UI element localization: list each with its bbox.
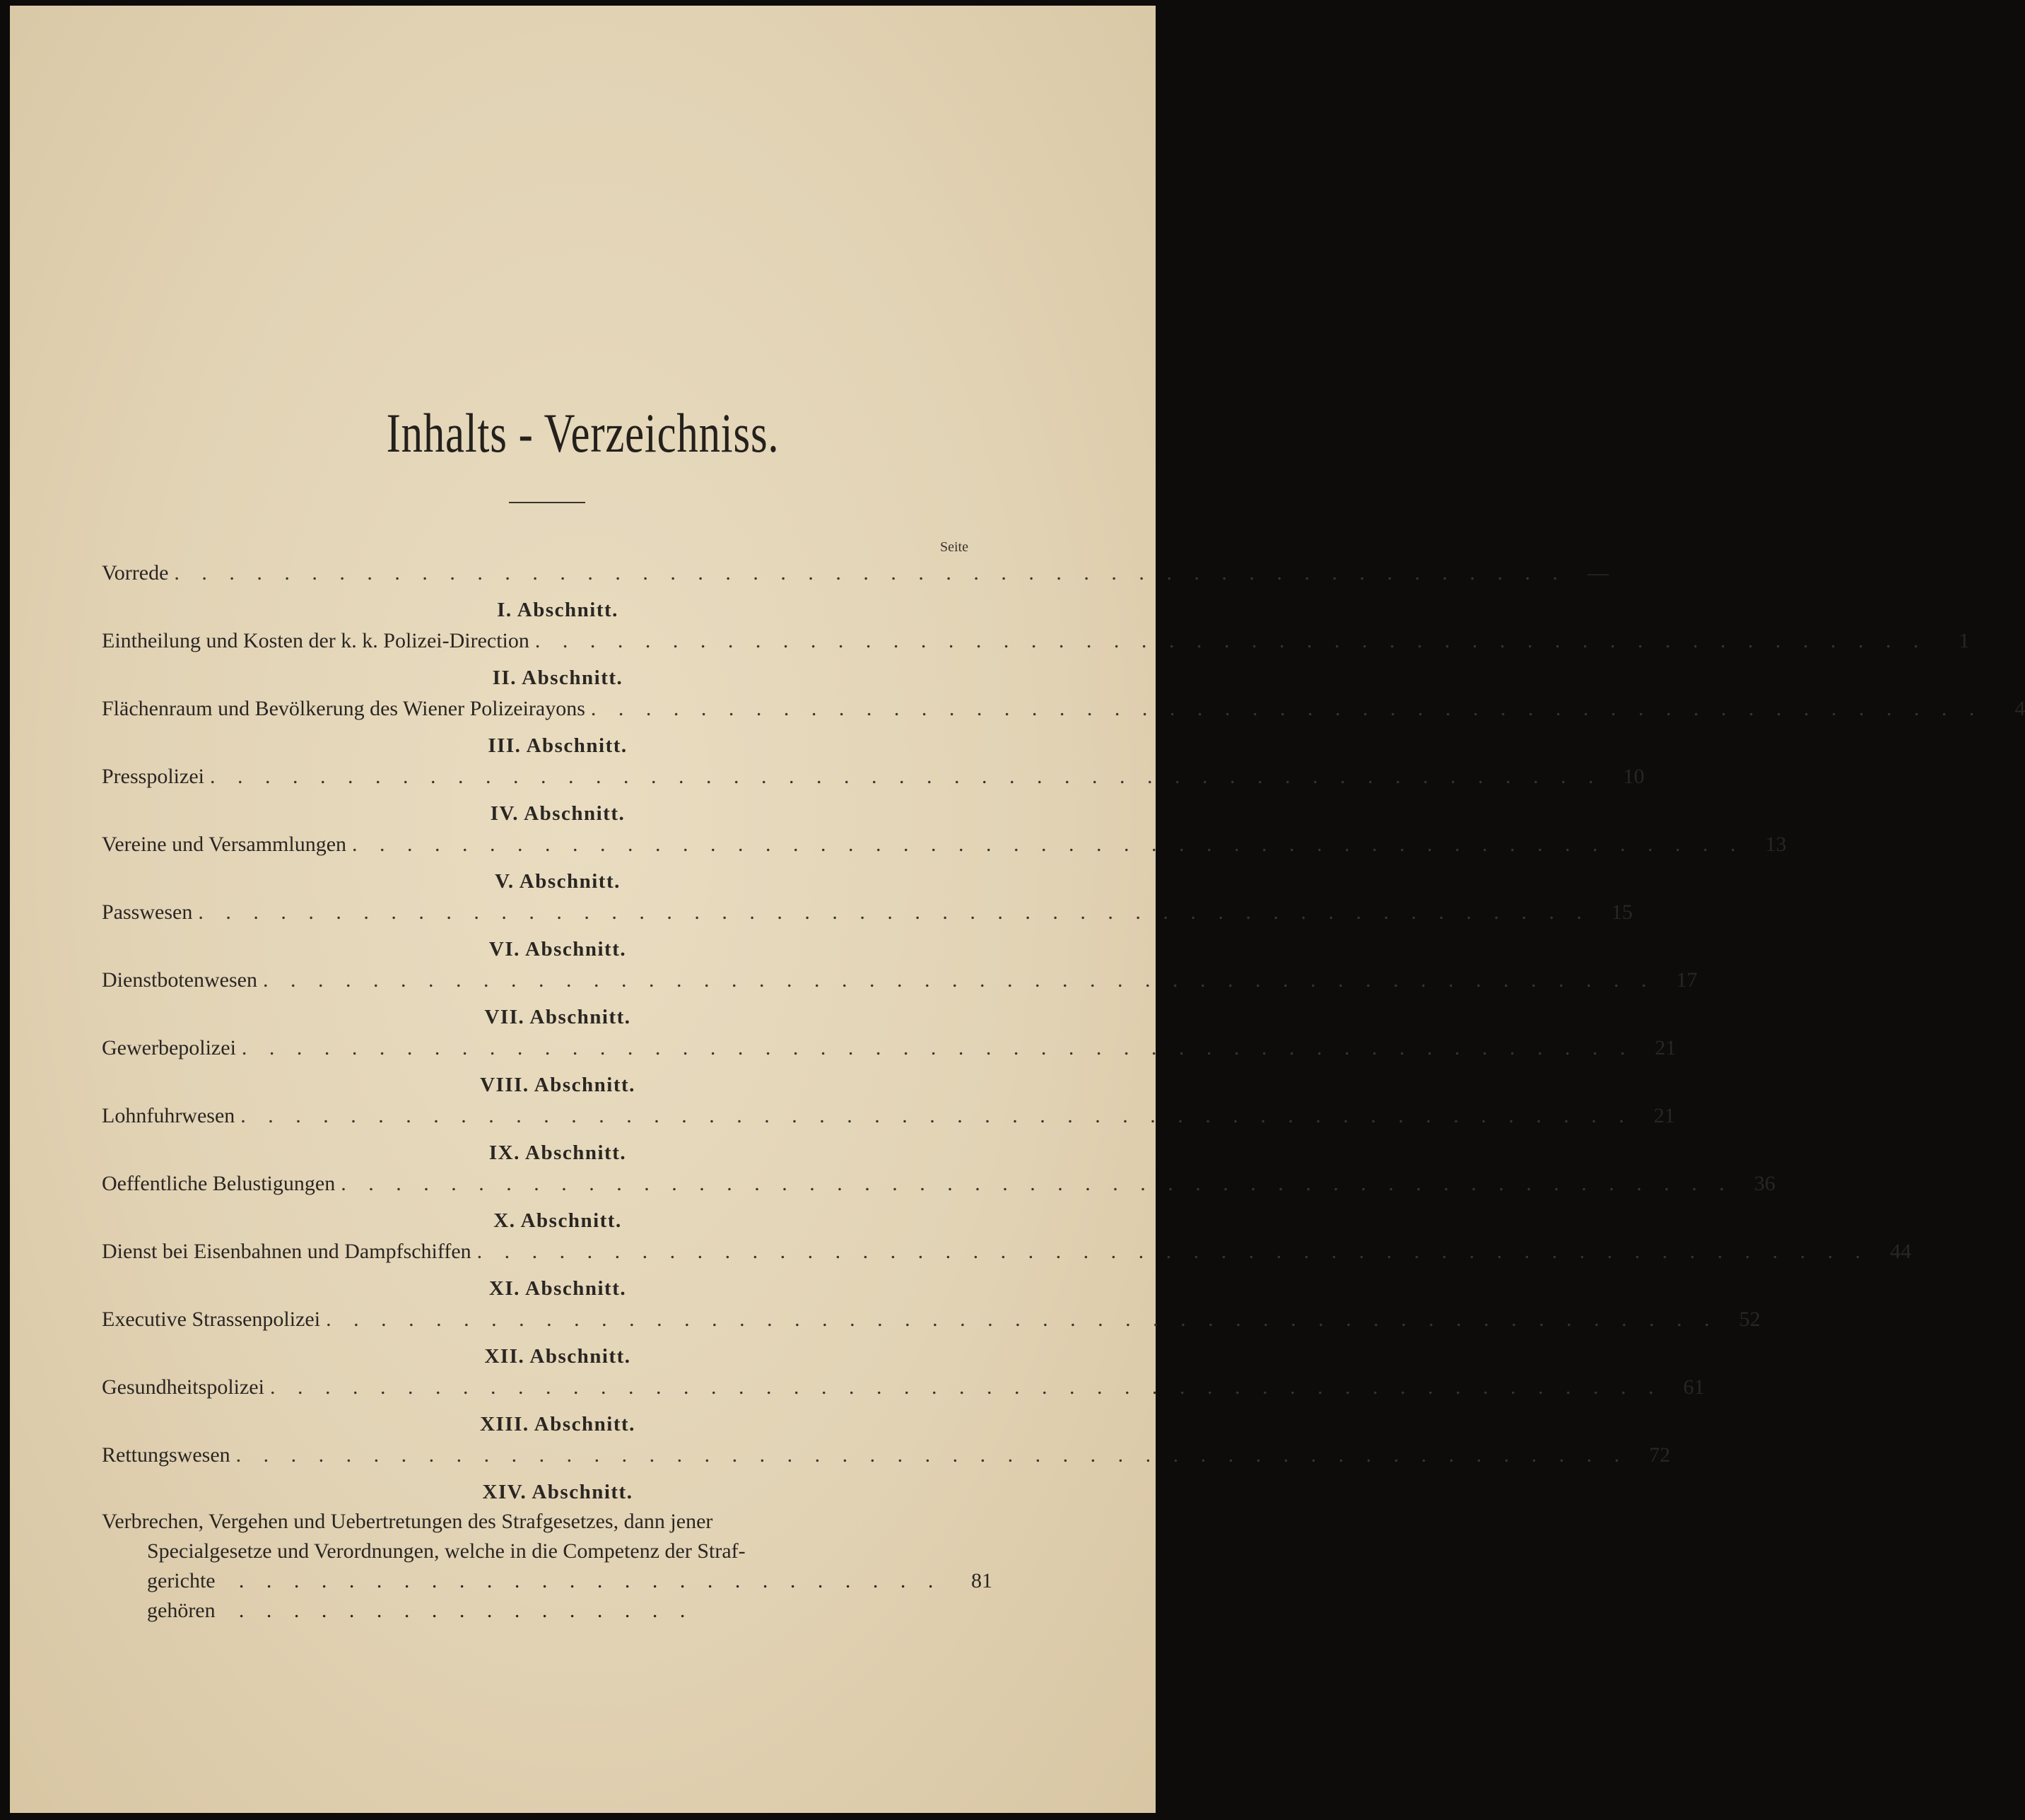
toc-entry (102, 1439, 1671, 1472)
entry-label: Rettungswesen (102, 1443, 230, 1467)
leader-dots: . . . . . . . . . . . . . . . . . . . . . . . . . . . . . . . . . . . . . . . . . . . . . . . . . . . (240, 1104, 1633, 1127)
section-heading: XIII. Abschnitt. (480, 1413, 635, 1436)
entry-page: 72 (1649, 1443, 1671, 1467)
leader-dots: . . . . . . . . . . . . . . . . . . . . . . . . . . . . . . . . . . . . . . . . . . . . . . . . . . . (198, 900, 1590, 924)
entry-line: gerichte gehören (147, 1569, 216, 1622)
section-heading: V. Abschnitt. (495, 870, 621, 893)
entry-label: Gesundheitspolizei (102, 1375, 264, 1399)
entry-label: Vorrede (102, 561, 169, 585)
entry-page: 44 (1890, 1240, 1912, 1263)
title-divider (509, 502, 585, 503)
toc-entry (102, 1235, 1912, 1268)
entry-page: 61 (1683, 1375, 1705, 1399)
entry-label: Gewerbepolizei (102, 1036, 236, 1059)
entry-label: Eintheilung und Kosten der k. k. Polizei-Direction (102, 629, 529, 652)
toc-entry (102, 625, 1970, 657)
leader-dots: . . . . . . . . . . . . . . . . . . . . . . . . . . . . . . . . . . . . . . . . . . . . . . . . . . . (534, 629, 1927, 652)
leader-dots: . . . . . . . . . . . . . . . . . . . . . . . . . . . . . . . . . . . . . . . . . . . . . . . . . . . (352, 833, 1744, 856)
entry-page: 81 (971, 1569, 992, 1592)
entry-page: 1 (1959, 629, 1970, 652)
entry-page: 17 (1676, 968, 1698, 992)
entry-page: 36 (1754, 1172, 1775, 1195)
leader-dots: . . . . . . . . . . . . . . . . . . . . . . . . . . . . . . . . . . . . . . . . . . . . . . . . . . . (241, 1036, 1634, 1059)
leader-dots: . . . . . . . . . . . . . . . . . . . . . . . . . . . . . . . . . . . . . . . . . . . . . . . . . . . (476, 1240, 1870, 1263)
toc-entry (102, 761, 1645, 793)
section-heading: VI. Abschnitt. (488, 938, 627, 961)
entry-label: Flächenraum und Bevölkerung des Wiener Polizeirayons (102, 697, 585, 720)
entry-page: 4 (2014, 697, 2025, 720)
leader-dots: . . . . . . . . . . . . . . . . . . . . . . . . . . . . . . . . . . . . . . . . . . . . . . . . . . . (235, 1443, 1628, 1467)
entry-label: Dienst bei Eisenbahnen und Dampfschiffen (102, 1240, 471, 1263)
toc-entry (102, 1371, 1705, 1404)
toc-entry-multiline (102, 1507, 992, 1626)
entry-label: Lohnfuhrwesen (102, 1104, 235, 1127)
toc-entry (102, 1168, 1775, 1200)
leader-dots: . . . . . . . . . . . . . . . . . . . . . . . . . . . . . . . . . . . . . . . . . . . . . . . . . . . (269, 1375, 1662, 1399)
entry-label: Dienstbotenwesen (102, 968, 257, 992)
toc-entry-preface (102, 557, 1609, 589)
toc-entry (102, 828, 1787, 861)
toc-entry (102, 1032, 1677, 1064)
section-heading: XII. Abschnitt. (484, 1345, 631, 1368)
entry-page: 21 (1655, 1036, 1677, 1059)
entry-page: 15 (1611, 900, 1633, 924)
toc-entry (102, 896, 1633, 929)
entry-page: 21 (1653, 1104, 1675, 1127)
section-heading: XIV. Abschnitt. (482, 1481, 633, 1503)
entry-page: 52 (1739, 1308, 1761, 1331)
entry-label: Executive Strassenpolizei (102, 1308, 321, 1331)
leader-dots: . . . . . . . . . . . . . . . . . . . . . . . . . . . . . . . . . . . . . . . . . . . . . . . . . . . (341, 1172, 1733, 1195)
section-heading: IX. Abschnitt. (488, 1141, 627, 1164)
section-heading: III. Abschnitt. (488, 734, 628, 757)
entry-line: Specialgesetze und Verordnungen, welche in die Competenz der Straf- (147, 1539, 746, 1563)
toc-section-list (102, 589, 2025, 1472)
entry-label: Presspolizei (102, 765, 204, 788)
section-heading: IV. Abschnitt. (490, 802, 626, 825)
entry-line: Verbrechen, Vergehen und Uebertretungen des Strafgesetzes, dann jener (102, 1510, 713, 1533)
entry-last-line (102, 1566, 992, 1626)
section-heading: I. Abschnitt. (497, 599, 618, 621)
entry-page: — (1587, 561, 1609, 585)
section-heading: VII. Abschnitt. (484, 1006, 631, 1028)
page-title: Inhalts - Verzeichniss. (386, 402, 780, 464)
section-heading: XI. Abschnitt. (488, 1277, 627, 1300)
entry-label: Vereine und Versammlungen (102, 833, 347, 856)
entry-page: 13 (1765, 833, 1787, 856)
leader-dots: . . . . . . . . . . . . . . . . . . . . . . . . . . . . . . . . . . . . . . . . . . . . . . . . . . . (262, 968, 1655, 992)
table-of-contents (102, 557, 2025, 1626)
leader-dots: . . . . . . . . . . . . . . . . . . . . . . . . . . . . . . . . . . . . . . . . . . . . . . . . . . . (174, 561, 1566, 585)
entry-page: 10 (1623, 765, 1645, 788)
leader-dots: . . . . . . . . . . . . . . . . . . . . . . . . . . . . . . . . . . . . . . . . . . . . . . . . . . . (209, 765, 1602, 788)
leader-dots: . . . . . . . . . . . . . . . . . . . . . . . . . . . . . . . . . . . . . . . . . . . (238, 1569, 942, 1622)
toc-entry (102, 1303, 1761, 1336)
toc-entry (102, 964, 1698, 997)
toc-entry (102, 1100, 1675, 1132)
section-heading: VIII. Abschnitt. (480, 1074, 635, 1096)
toc-entry (102, 693, 2025, 725)
document-page (10, 6, 2025, 1813)
entry-label: Passwesen (102, 900, 193, 924)
section-heading: II. Abschnitt. (492, 667, 623, 689)
section-heading: X. Abschnitt. (493, 1209, 622, 1232)
leader-dots: . . . . . . . . . . . . . . . . . . . . . . . . . . . . . . . . . . . . . . . . . . . . . . . . . . . (326, 1308, 1718, 1331)
leader-dots: . . . . . . . . . . . . . . . . . . . . . . . . . . . . . . . . . . . . . . . . . . . . . . . . . . . (590, 697, 1983, 720)
entry-label: Oeffentliche Belustigungen (102, 1172, 336, 1195)
page-column-header: Seite (940, 539, 968, 555)
